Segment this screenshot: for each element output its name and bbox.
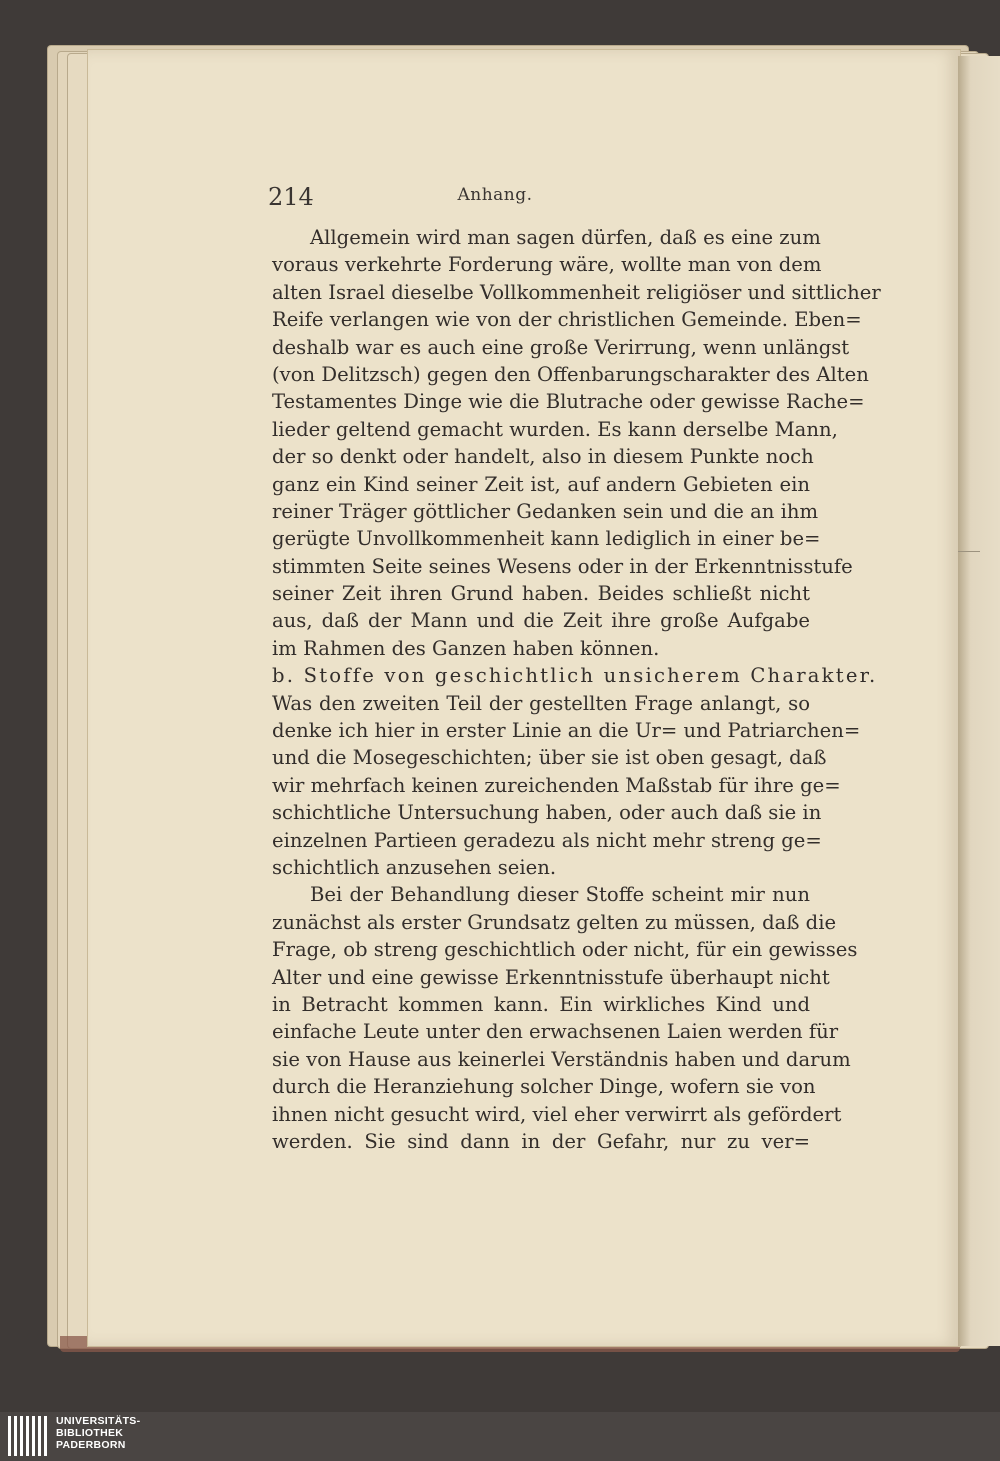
library-logo-text	[56, 1415, 140, 1451]
text-line: Frage, ob streng geschichtlich oder nicht, für ein gewisses	[272, 938, 858, 962]
text-line: wir mehrfach keinen zureichenden Maßstab für ihre ge=	[272, 773, 841, 797]
text-line: einzelnen Partieen geradezu als nicht mehr streng ge=	[272, 828, 822, 852]
text-line: werden. Sie sind dann in der Gefahr, nur zu ver=	[272, 1129, 810, 1153]
library-logo-line: BIBLIOTHEK	[56, 1427, 124, 1439]
text-line: Alter und eine gewisse Erkenntnisstufe überhaupt nicht	[272, 965, 830, 989]
text-line: gerügte Unvollkommenheit kann lediglich in einer be=	[272, 527, 821, 551]
text-line: sie von Hause aus keinerlei Verständnis haben und darum	[272, 1047, 851, 1071]
library-logo-line: PADERBORN	[56, 1439, 126, 1451]
text-line: Reife verlangen wie von der christlichen Gemeinde. Eben=	[272, 308, 862, 332]
text-line: Allgemein wird man sagen dürfen, daß es eine zum	[310, 226, 821, 249]
text-line: voraus verkehrte Forderung wäre, wollte man von dem	[272, 253, 822, 277]
text-line: alten Israel dieselbe Vollkommenheit religiöser und sittlicher	[272, 280, 881, 304]
library-logo-line: UNIVERSITÄTS-	[56, 1415, 141, 1427]
text-line: einfache Leute unter den erwachsenen Laien werden für	[272, 1020, 839, 1044]
text-line: reiner Träger göttlicher Gedanken sein und die an ihm	[272, 499, 819, 523]
text-line: (von Delitzsch) gegen den Offenbarungscharakter des Alten	[272, 362, 869, 386]
library-logo-icon	[8, 1416, 48, 1456]
text-line: in Betracht kommen kann. Ein wirkliches Kind und	[272, 992, 810, 1016]
body-text	[272, 224, 881, 1155]
text-line: stimmten Seite seines Wesens oder in der Erkenntnisstufe	[272, 554, 853, 578]
running-head	[180, 183, 810, 219]
text-line: denke ich hier in erster Linie an die Ur= und Patriarchen=	[272, 719, 861, 743]
text-line: lieder geltend gemacht wurden. Es kann derselbe Mann,	[272, 417, 838, 441]
page-number: 214	[268, 183, 314, 211]
text-line: seiner Zeit ihren Grund haben. Beides schließt nicht	[272, 582, 810, 606]
text-line: ganz ein Kind seiner Zeit ist, auf andern Gebieten ein	[272, 472, 810, 496]
text-line: im Rahmen des Ganzen haben können.	[272, 636, 660, 660]
text-line: Was den zweiten Teil der gestellten Frage anlangt, so	[272, 691, 810, 715]
text-line: und die Mosegeschichten; über sie ist oben gesagt, daß	[272, 746, 827, 770]
text-line: Testamentes Dinge wie die Blutrache oder gewisse Rache=	[272, 390, 865, 414]
text-line: ihnen nicht gesucht wird, viel eher verwirrt als gefördert	[272, 1102, 842, 1126]
facing-page-edge	[958, 56, 1000, 1346]
text-line: der so denkt oder handelt, also in diesem Punkte noch	[272, 445, 814, 469]
section-title: Anhang.	[457, 185, 533, 205]
text-line: schichtliche Untersuchung haben, oder auch daß sie in	[272, 801, 822, 825]
text-line: zunächst als erster Grundsatz gelten zu müssen, daß die	[272, 910, 837, 934]
text-line: deshalb war es auch eine große Verirrung, wenn unlängst	[272, 335, 850, 359]
text-line: aus, daß der Mann und die Zeit ihre große Aufgabe	[272, 609, 810, 633]
text-line: schichtlich anzusehen seien.	[272, 855, 557, 879]
text-line: durch die Heranziehung solcher Dinge, wofern sie von	[272, 1075, 816, 1099]
subsection-heading: b. Stoffe von geschichtlich unsicherem Charakter.	[272, 664, 878, 688]
library-footer	[0, 1412, 1000, 1461]
text-line: Bei der Behandlung dieser Stoffe scheint mir nun	[310, 883, 810, 907]
margin-mark	[958, 551, 980, 552]
